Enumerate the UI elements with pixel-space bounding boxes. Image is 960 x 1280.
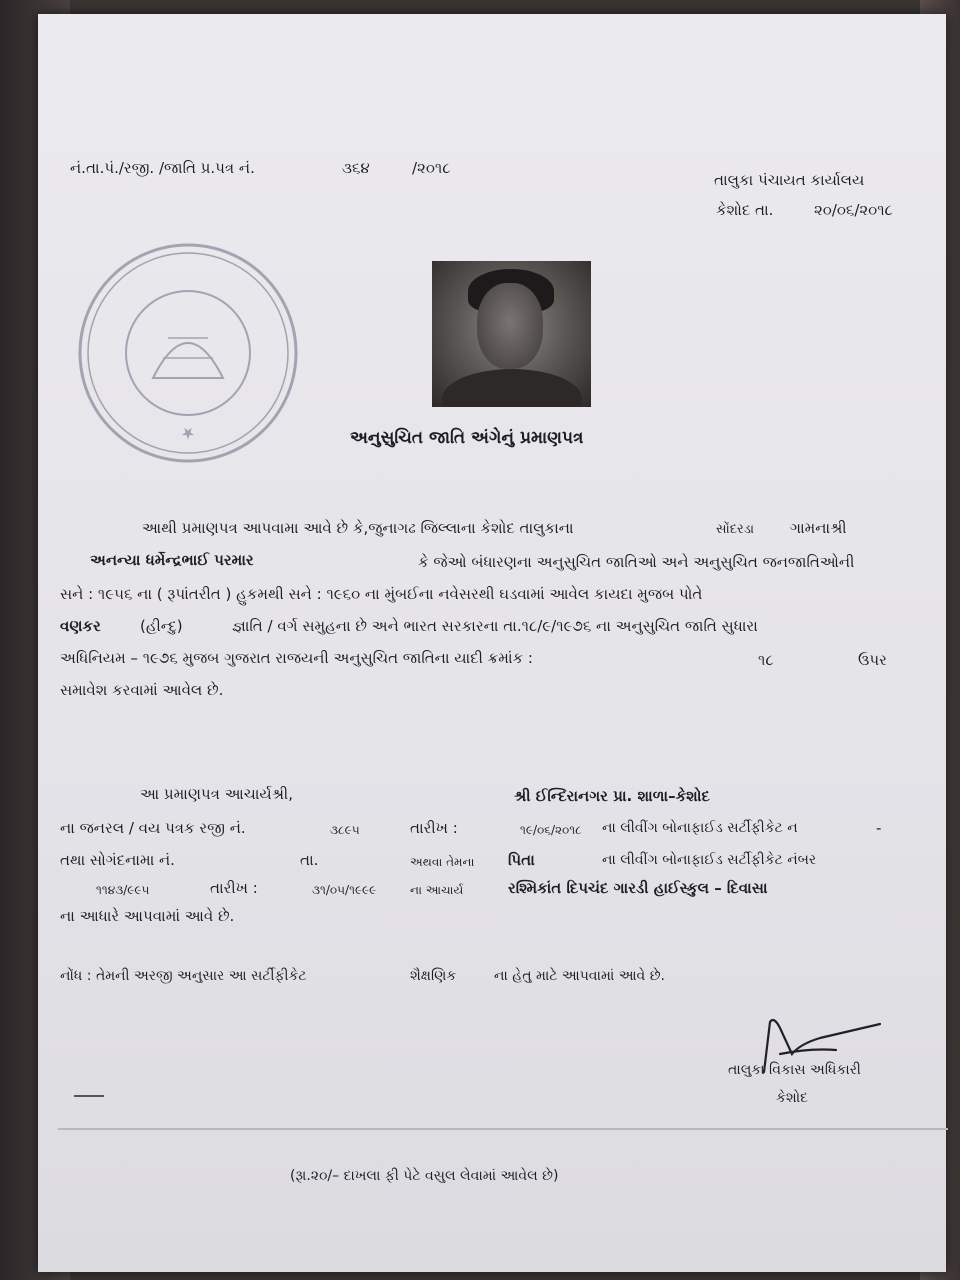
register-number: ૩૮૯૫ bbox=[330, 823, 360, 837]
village-name: સોંદરડા bbox=[716, 522, 755, 537]
signatory-designation: તાલુકા વિકાસ અધિકારી bbox=[728, 1062, 861, 1078]
reference-number: ૩૬૪ bbox=[342, 159, 370, 177]
father-certificate-number: ૧૧૪૩/૯૯૫ bbox=[96, 883, 150, 897]
religion: (હીન્દુ) bbox=[140, 617, 183, 635]
father-date-label: તારીખ : bbox=[210, 879, 258, 897]
leaving-date: ૧૯/૦૬/૨૦૧૮ bbox=[520, 823, 582, 837]
body-line-1: આથી પ્રમાણપત્ર આપવામા આવે છે કે,જુનાગઢ જિલ્લાના કેશોદ તાલુકાના bbox=[142, 519, 574, 537]
affidavit-date-label: તા. bbox=[300, 851, 319, 869]
body-line-4: જ્ઞાતિ / વર્ગ સમુહના છે અને ભારત સરકારના તા.૧૮/૯/૧૯૭૬ ના અનુસુચિત જાતિ સુધારા bbox=[232, 617, 758, 635]
village-suffix: ગામનાશ્રી bbox=[790, 519, 847, 537]
office-name: તાલુકા પંચાયત કાર્યાલય bbox=[714, 171, 865, 189]
note-purpose: શૈક્ષણિક bbox=[410, 968, 457, 984]
register-label: ના જનરલ / વય પત્રક રજી નં. bbox=[60, 819, 246, 837]
reference-year: /૨૦૧૮ bbox=[412, 159, 451, 177]
body-line-2: કે જેઓ બંધારણના અનુસુચિત જાતિઓ અને અનુસુચિત જનજાતિઓની bbox=[418, 553, 855, 571]
leaving-certificate-text: ના લીવીંગ બોનાફાઈડ સર્ટીફીકેટ ન bbox=[602, 820, 798, 836]
issue-date: ૨૦/૦૬/૨૦૧૮ bbox=[814, 201, 893, 219]
list-suffix: ઉપર bbox=[858, 651, 887, 669]
note-suffix: ના હેતુ માટે આપવામાં આવે છે. bbox=[494, 968, 665, 984]
page-fold-line bbox=[58, 1128, 948, 1130]
leaving-dash: - bbox=[876, 819, 882, 837]
basis-intro: આ પ્રમાણપત્ર આચાર્યશ્રી, bbox=[140, 785, 293, 803]
body-line-6: સમાવેશ કરવામાં આવેલ છે. bbox=[60, 681, 224, 699]
father-certificate-date: ૩૧/૦૫/૧૯૯૯ bbox=[312, 883, 377, 897]
body-line-5: અધિનિયમ – ૧૯૭૬ મુજબ ગુજરાત રાજયની અનુસુચિત જાતિના યાદી ક્રમાંક : bbox=[60, 649, 533, 667]
margin-mark bbox=[74, 1095, 104, 1097]
list-number: ૧૮ bbox=[758, 651, 774, 669]
leaving-date-label: તારીખ : bbox=[410, 819, 458, 837]
father-school-name: રશ્મિકાંત દિપચંદ ગારડી હાઈસ્કુલ – દિવાસા bbox=[508, 879, 768, 897]
signatory-place: કેશોદ bbox=[776, 1090, 809, 1106]
applicant-photo bbox=[432, 261, 591, 407]
principal-of-text: ના આચાર્ય bbox=[410, 883, 464, 897]
place-label: કેશોદ તા. bbox=[716, 201, 774, 219]
father-certificate-text: ના લીવીંગ બોનાફાઈડ સર્ટીફીકેટ નંબર bbox=[602, 852, 817, 868]
affidavit-label: તથા સોગંદનામા નં. bbox=[60, 851, 175, 869]
father-label: પિતા bbox=[508, 851, 535, 869]
given-basis-text: ના આધારે આપવામાં આવે છે. bbox=[60, 907, 235, 925]
office-seal-stamp bbox=[73, 238, 303, 468]
certificate-title: અનુસુચિત જાતિ અંગેનું પ્રમાણપત્ર bbox=[350, 428, 584, 448]
certificate-sheet bbox=[38, 14, 946, 1272]
school-name: શ્રી ઈન્દિરાનગર પ્રા. શાળા–કેશોદ bbox=[514, 787, 710, 805]
reference-label: નં.તા.પં./રજી. /જાતિ પ્ર.પત્ર નં. bbox=[70, 159, 255, 177]
or-their-text: અથવા તેમના bbox=[410, 855, 475, 869]
body-line-3: સને : ૧૯૫૬ ના ( રૂપાંતરીત ) હુકમથી સને : ૧૯૬૦ ના મુંબઈના નવેસરથી ઘડવામાં આવેલ કાયદા મુજબ પોતે bbox=[60, 585, 703, 603]
svg-text:★: ★ bbox=[180, 424, 196, 443]
fee-footer: (રૂા.૨૦/– દાખલા ફી પેટે વસુલ લેવામાં આવેલ છે) bbox=[290, 1168, 559, 1184]
applicant-name: અનન્યા ધર્મેન્દ્રભાઈ પરમાર bbox=[90, 551, 254, 569]
caste-name: વણકર bbox=[60, 617, 101, 635]
note-label: નોંધ : તેમની અરજી અનુસાર આ સર્ટીફીકેટ bbox=[60, 968, 307, 984]
